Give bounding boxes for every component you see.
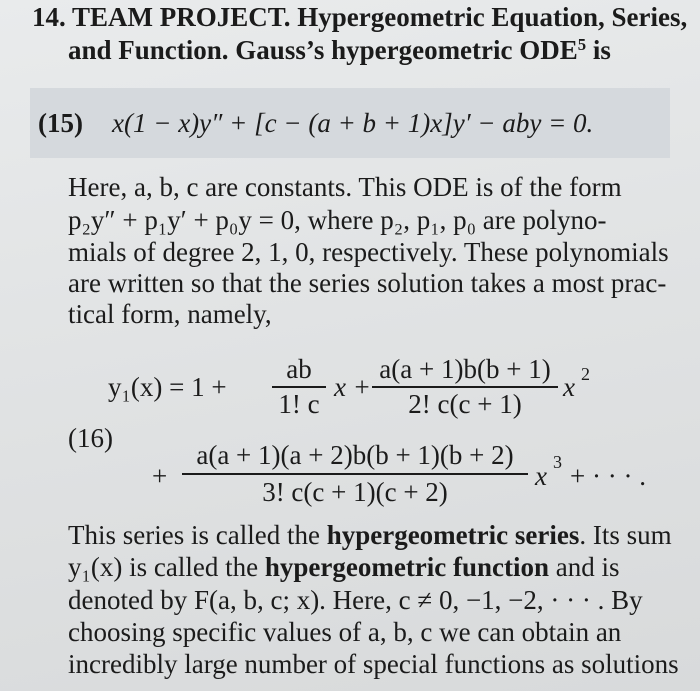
fraction-2-bar bbox=[372, 386, 558, 388]
equation-16-tag: (16) bbox=[68, 423, 113, 453]
series-continuation: + · · · . bbox=[570, 461, 646, 491]
paragraph-1-line-5: tical form, namely, bbox=[68, 299, 272, 329]
paragraph-2-line-4: choosing specific values of a, b, c we can obtain an bbox=[68, 617, 622, 647]
heading-text-end: is bbox=[586, 35, 611, 65]
equation-16-mid: x + bbox=[334, 372, 371, 402]
paragraph-2-line-2 bbox=[68, 552, 620, 583]
paragraph-2-line-3: denoted by F(a, b, c; x). Here, c ≠ 0, −1, −2, · · · . By bbox=[68, 585, 643, 615]
footnote-marker: 5 bbox=[577, 34, 587, 54]
x-cubed-exponent: 3 bbox=[553, 452, 562, 472]
equation-15: x(1 − x)y″ + [c − (a + b + 1)x]y′ − aby = 0. bbox=[112, 108, 594, 138]
paragraph-2-line-1 bbox=[68, 520, 672, 551]
problem-heading-line1 bbox=[32, 2, 687, 33]
fraction-1-numerator: ab bbox=[286, 354, 312, 384]
fraction-3-bar bbox=[182, 473, 528, 475]
problem-heading-line2 bbox=[68, 35, 611, 66]
fraction-1-bar bbox=[272, 386, 326, 388]
heading-text: and Function. Gauss’s hypergeometric ODE bbox=[68, 35, 578, 65]
problem-number: 14. bbox=[32, 2, 66, 32]
x-squared-base: x bbox=[563, 372, 575, 402]
paragraph-1-line-2: p₂y″ + p₁y′ + p₀y = 0, where p₂, p₁, p₀ are polyno- bbox=[68, 205, 607, 235]
paragraph-1-line-1: Here, a, b, c are constants. This ODE is of the form bbox=[68, 172, 622, 202]
p2-text: y₁(x) is called the bbox=[68, 552, 265, 582]
fraction-2-numerator: a(a + 1)b(b + 1) bbox=[379, 354, 551, 384]
equation-16-plus: + bbox=[152, 461, 168, 491]
p2-text-end: . Its sum bbox=[579, 520, 672, 550]
paragraph-2-line-5: incredibly large number of special functions as solutions bbox=[68, 649, 679, 679]
term-hypergeometric-series: hypergeometric series bbox=[326, 520, 580, 550]
fraction-3-numerator: a(a + 1)(a + 2)b(b + 1)(b + 2) bbox=[196, 440, 514, 470]
problem-title: TEAM PROJECT. Hypergeometric Equation, Series, bbox=[72, 2, 688, 32]
term-hypergeometric-function: hypergeometric function bbox=[264, 552, 550, 582]
paragraph-1-line-4: are written so that the series solution takes a most prac- bbox=[68, 268, 667, 298]
equation-15-tag: (15) bbox=[38, 108, 83, 138]
equation-16-lhs: y₁(x) = 1 + bbox=[108, 372, 227, 402]
x-cubed-base: x bbox=[535, 461, 547, 491]
fraction-2-denominator: 2! c(c + 1) bbox=[408, 389, 522, 419]
fraction-3-denominator: 3! c(c + 1)(c + 2) bbox=[262, 477, 448, 507]
p2-text: This series is called the bbox=[68, 520, 327, 550]
paragraph-1-line-3: mials of degree 2, 1, 0, respectively. These polynomials bbox=[68, 237, 669, 267]
fraction-1-denominator: 1! c bbox=[278, 389, 320, 419]
x-squared-exponent: 2 bbox=[581, 364, 590, 384]
p2-text-end: and is bbox=[549, 552, 620, 582]
